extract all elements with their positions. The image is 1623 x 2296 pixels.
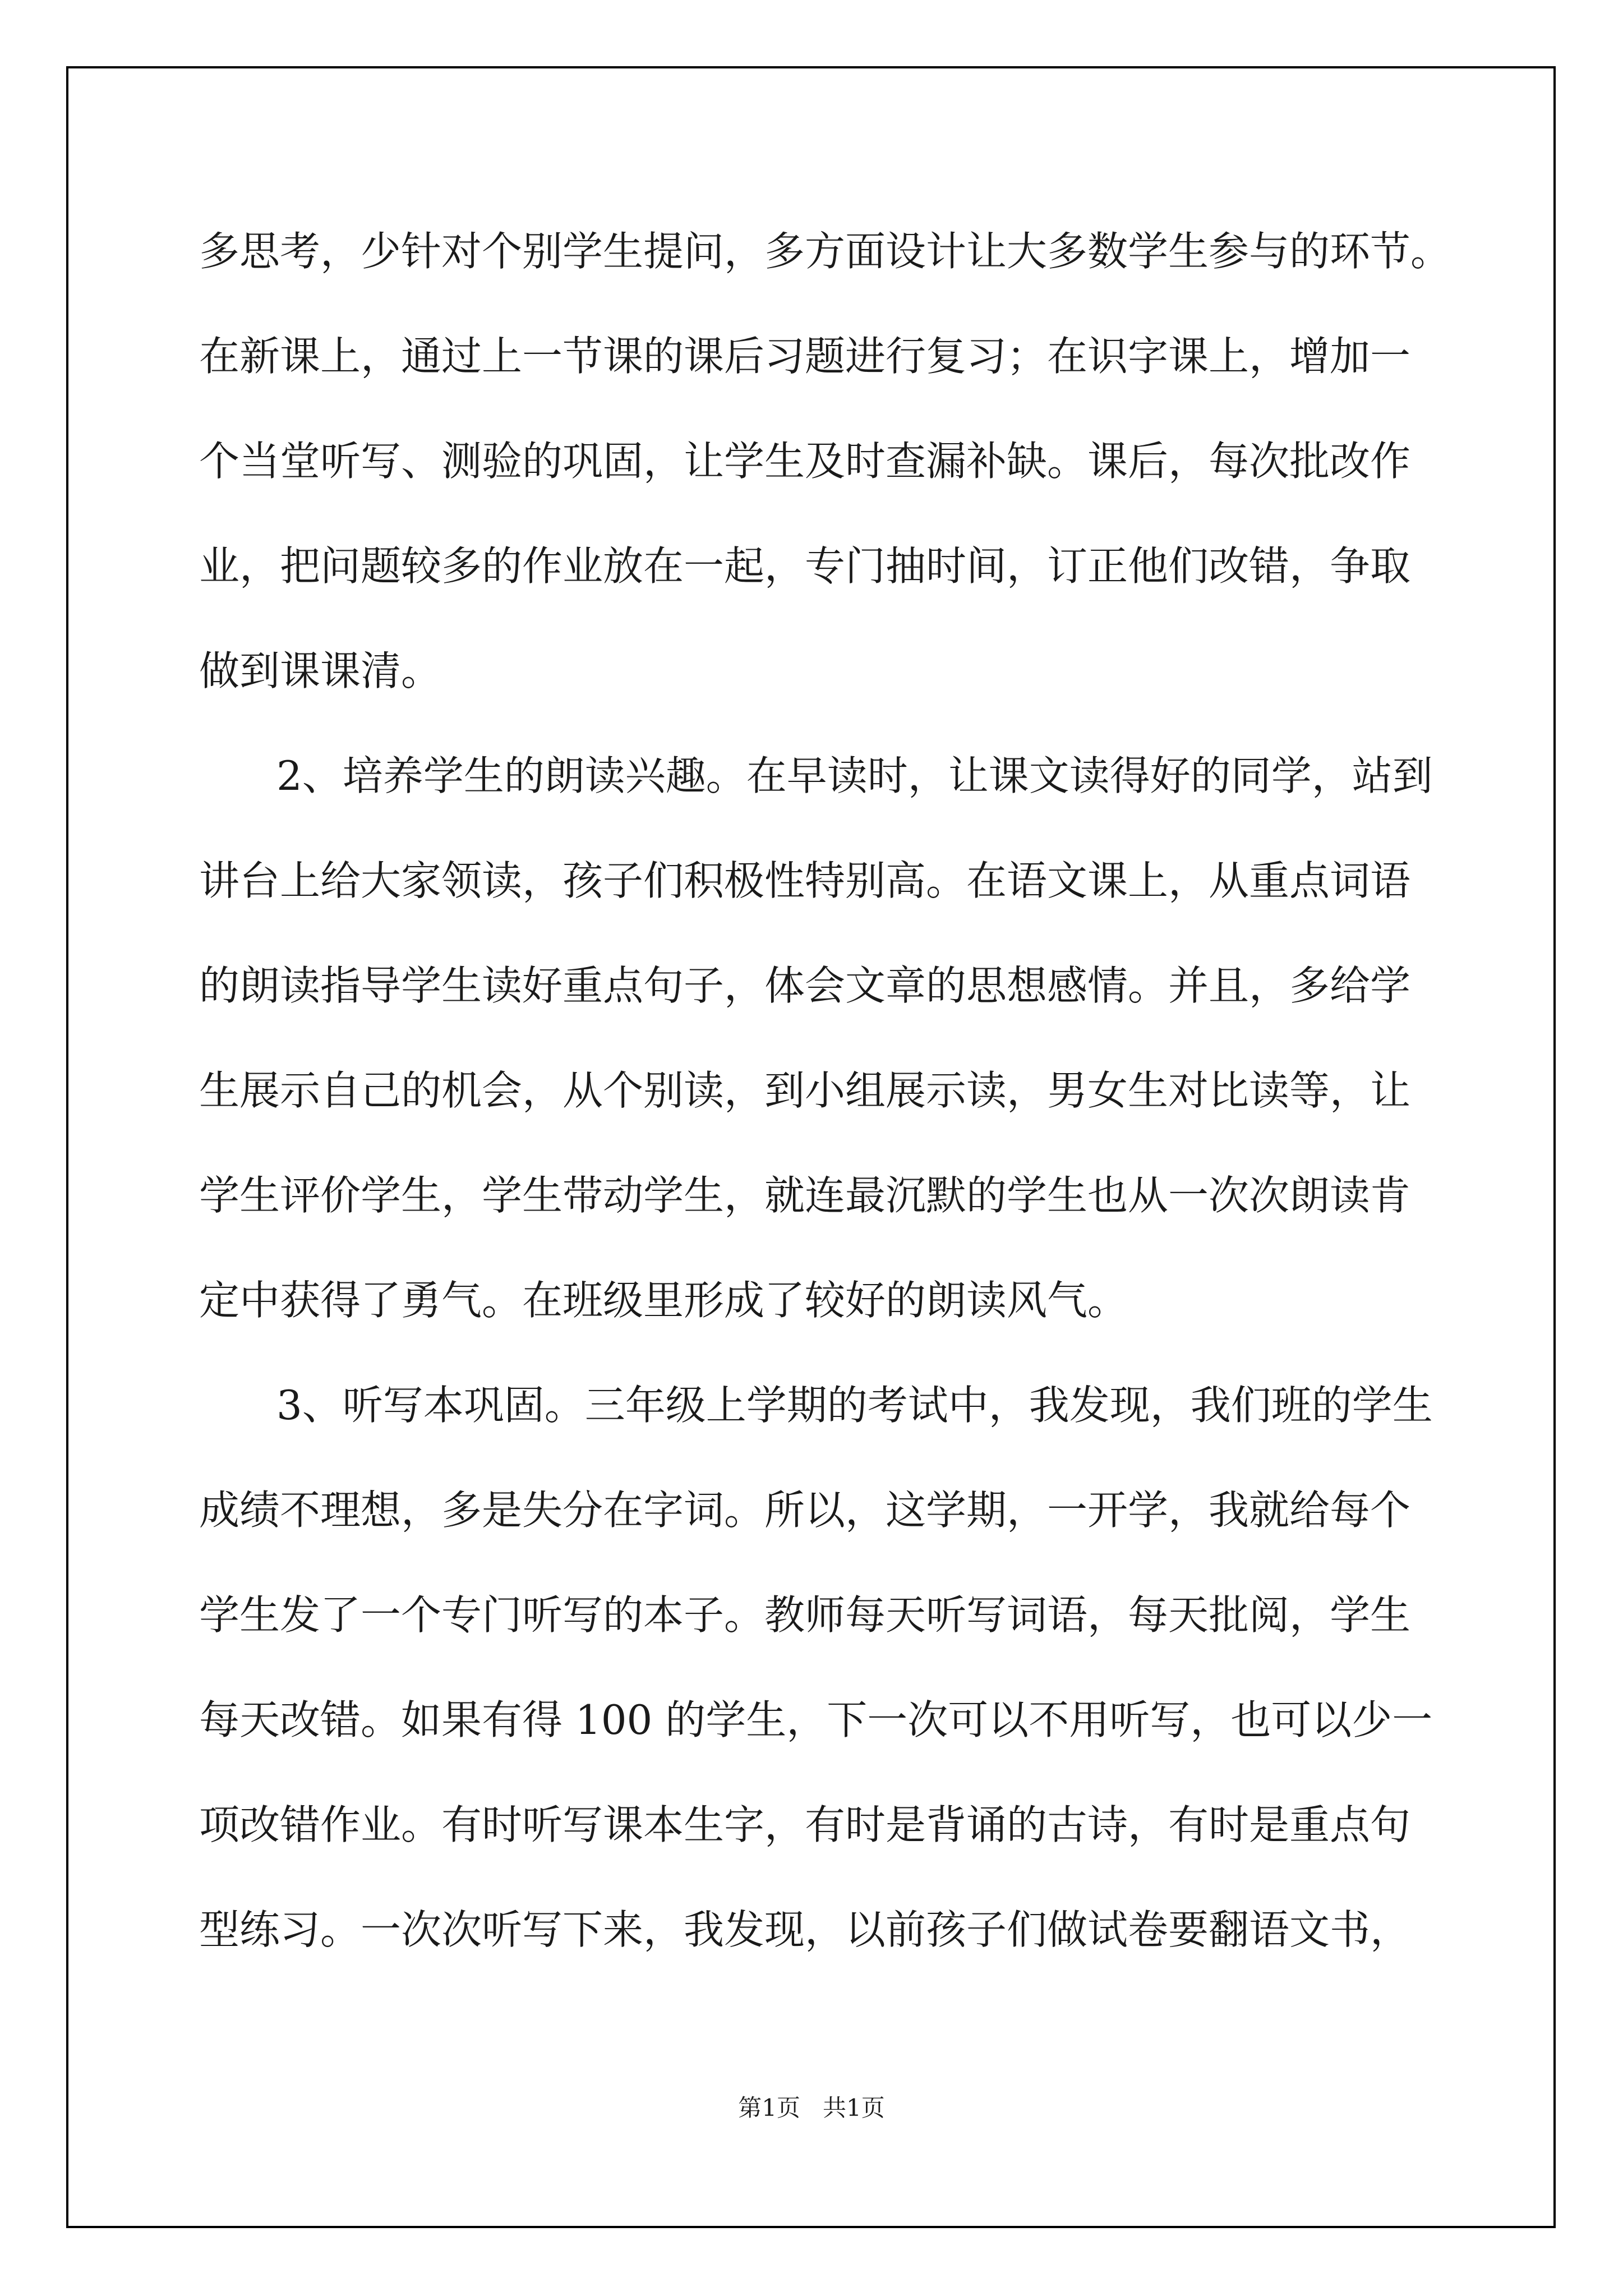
paragraph-start-line: 2、培养学生的朗读兴趣。在早读时，让课文读得好的同学，站到 xyxy=(276,752,1433,799)
text-line: 在新课上，通过上一节课的课后习题进行复习；在识字课上，增加一 xyxy=(199,333,1411,380)
text-line: 讲台上给大家领读，孩子们积极性特别高。在语文课上，从重点词语 xyxy=(199,857,1411,904)
text-line: 项改错作业。有时听写课本生字，有时是背诵的古诗，有时是重点句 xyxy=(199,1801,1411,1848)
text-line: 型练习。一次次听写下来，我发现，以前孩子们做试卷要翻语文书， xyxy=(199,1906,1411,1953)
text-line: 个当堂听写、测验的巩固，让学生及时查漏补缺。课后，每次批改作 xyxy=(199,438,1411,485)
text-line: 定中获得了勇气。在班级里形成了较好的朗读风气。 xyxy=(199,1277,1128,1324)
text-line: 每天改错。如果有得 100 的学生，下一次可以不用听写，也可以少一 xyxy=(199,1696,1433,1743)
text-line: 生展示自己的机会，从个别读，到小组展示读，男女生对比读等，让 xyxy=(199,1067,1411,1114)
text-line: 成绩不理想，多是失分在字词。所以，这学期，一开学，我就给每个 xyxy=(199,1487,1411,1534)
text-line: 多思考，少针对个别学生提问，多方面设计让大多数学生参与的环节。 xyxy=(199,228,1451,275)
paragraph-start-line: 3、听写本巩固。三年级上学期的考试中，我发现，我们班的学生 xyxy=(276,1382,1433,1429)
text-line: 学生发了一个专门听写的本子。教师每天听写词语，每天批阅，学生 xyxy=(199,1591,1411,1639)
text-line: 做到课课清。 xyxy=(199,647,442,694)
text-line: 的朗读指导学生读好重点句子，体会文章的思想感情。并且，多给学 xyxy=(199,962,1411,1009)
text-line: 业，把问题较多的作业放在一起，专门抽时间，订正他们改错，争取 xyxy=(199,542,1411,590)
text-line: 学生评价学生，学生带动学生，就连最沉默的学生也从一次次朗读肯 xyxy=(199,1172,1411,1219)
page-number-footer: 第1页 共1页 xyxy=(738,2094,885,2122)
